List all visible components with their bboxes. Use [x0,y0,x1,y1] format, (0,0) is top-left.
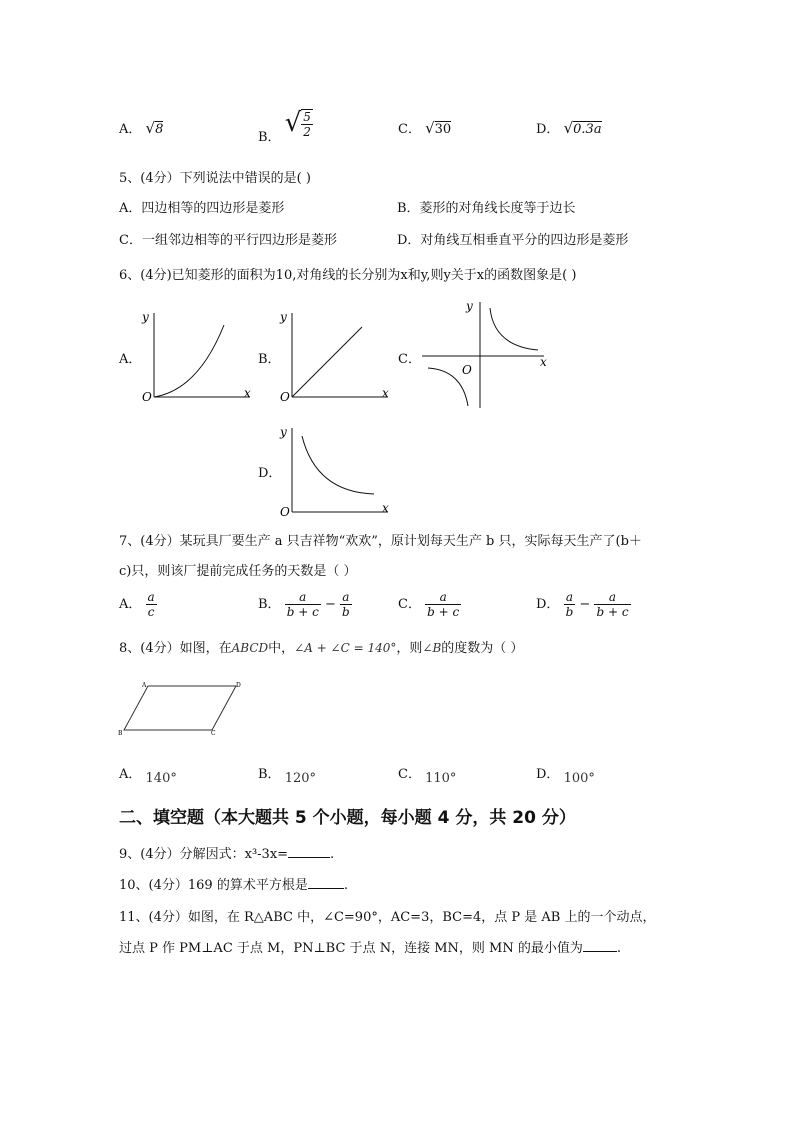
angle-name: ∠B [422,641,442,655]
option-letter: D． [536,767,560,782]
section-title: 二、填空题（本大题共 5 个小题，每小题 4 分，共 20 分） [119,808,576,828]
denominator: c [146,604,157,619]
option-value: 120° [284,771,317,786]
denominator: b + c [596,605,629,619]
fraction [340,590,352,619]
fraction [285,590,321,619]
q6-option-a-letter: A． [119,352,142,367]
curve [154,325,224,397]
q11-line1: 11、(4分）如图，在 R△ABC 中，∠C=90°，AC=3，BC=4，点 P 是 AB 上的一个动点， [119,910,656,925]
vertex-d: D [236,682,241,689]
vertex-b: B [118,730,123,737]
shape-name: ABCD [231,641,269,655]
q5-option-d: D．对角线互相垂直平分的四边形是菱形 [397,233,629,248]
answer-blank[interactable] [583,939,617,952]
numerator: a [565,590,573,604]
x-label: x [540,355,547,369]
q9 [119,843,334,862]
stem-text: 中， [268,641,295,656]
sqrt-sign: √ [425,119,435,137]
y-label: y [280,425,287,439]
line [292,327,362,397]
stem-text: 10、(4分）169 的算术平方根是 [119,878,308,893]
sqrt-sign: √ [563,119,574,137]
q6-option-d-letter: D． [258,466,282,481]
denominator: b [565,605,574,619]
answer-blank[interactable] [288,845,330,858]
option-value: 100° [563,771,595,786]
q8-option-b [258,763,317,786]
numerator: a [299,590,307,604]
stem-end: . [616,941,621,956]
sqrt-sign: √ [145,119,156,137]
option-letter: C． [398,767,421,782]
option-letter: C． [398,122,421,137]
option-value: 110° [425,771,457,786]
option-letter: B． [258,130,281,145]
radicand-fraction [301,109,313,139]
option-letter: B． [258,767,281,782]
q7-option-d [536,590,631,619]
curve [302,436,374,494]
condition: ∠A + ∠C = 140° [294,641,397,655]
minus-sign: − [324,597,336,612]
q8-option-d [536,763,595,786]
fraction [594,590,630,619]
minus-sign: − [579,597,591,612]
q4-option-d [536,118,602,137]
option-letter: A． [119,767,142,782]
q6-graph-a [138,305,258,405]
q4-option-c [398,118,451,137]
x-label: x [382,501,389,515]
stem-text: 8、(4分）如图，在 [119,641,232,656]
q6-option-c-letter: C． [398,352,421,367]
q5-option-a: A．四边相等的四边形是菱形 [119,201,285,216]
origin-label: O [142,390,152,404]
q5-option-c: C．一组邻边相等的平行四边形是菱形 [119,233,337,248]
stem-end: . [330,847,335,862]
radicand: 30 [434,122,452,137]
option-letter: D． [536,597,560,612]
q4-option-b [258,104,313,145]
radicand: 0.3a [573,122,602,137]
option-letter: C． [398,597,421,612]
q8-parallelogram-figure [118,678,250,740]
x-label: x [382,386,389,400]
denominator: b + c [286,605,319,619]
q8-stem [119,637,523,656]
stem-end: . [343,878,348,893]
q6-stem: 6、(4分)已知菱形的面积为10,对角线的长分别为x和y,则y关于x的函数图象是( ) [119,268,577,283]
parallelogram [124,686,236,730]
sqrt-sign: √ [284,108,302,138]
origin-label: O [280,390,290,404]
y-label: y [280,310,287,324]
y-label: y [466,299,473,313]
q7-option-c [398,590,461,619]
x-label: x [244,386,251,400]
option-value: 140° [145,771,177,786]
q6-graph-d [276,420,396,520]
numerator: 5 [303,109,311,124]
q7-stem-line2: c)只，则该厂提前完成任务的天数是（ ） [119,564,357,579]
vertex-a: A [142,682,147,689]
fraction [146,590,157,619]
q7-option-a [119,590,157,619]
q5-option-b: B．菱形的对角线长度等于边长 [397,201,576,216]
q8-option-c [398,763,457,786]
stem-text: 过点 P 作 PM⊥AC 于点 M，PN⊥BC 于点 N，连接 MN，则 MN 的最小值为 [119,941,583,956]
numerator: a [439,590,447,604]
origin-label: O [280,505,290,519]
option-letter: A． [119,122,142,137]
fraction [564,590,576,619]
y-label: y [142,310,149,324]
origin-label: O [462,363,472,377]
q6-option-b-letter: B． [258,352,281,367]
denominator: b [341,605,350,619]
q6-graph-b [276,305,396,405]
option-letter: A． [119,597,142,612]
radicand: 8 [155,122,164,137]
denominator: b + c [427,605,460,619]
q8-option-a [119,763,177,786]
stem-text: 的度数为（ ） [441,641,524,656]
stem-text: 9、(4分）分解因式：x³-3x= [119,847,289,862]
denominator: 2 [303,124,311,139]
q7-option-b [258,590,352,619]
q7-stem-line1: 7、(4分）某玩具厂要生产 a 只吉祥物“欢欢”，原计划每天生产 b 只，实际每天生产了(b＋ [119,534,642,549]
q11-line2 [119,937,621,956]
option-letter: D． [536,122,560,137]
numerator: a [147,590,155,604]
stem-text: ，则 [396,641,423,656]
q10 [119,874,348,893]
vertex-c: C [211,730,216,737]
curve-upper [490,308,538,350]
option-letter: B． [258,597,281,612]
answer-blank[interactable] [308,876,344,889]
q4-option-a [119,118,163,137]
numerator: a [608,590,617,604]
numerator: a [342,590,350,604]
fraction [425,590,461,619]
q6-graph-c [418,296,558,412]
q5-stem: 5、(4分）下列说法中错误的是( ) [119,171,311,186]
